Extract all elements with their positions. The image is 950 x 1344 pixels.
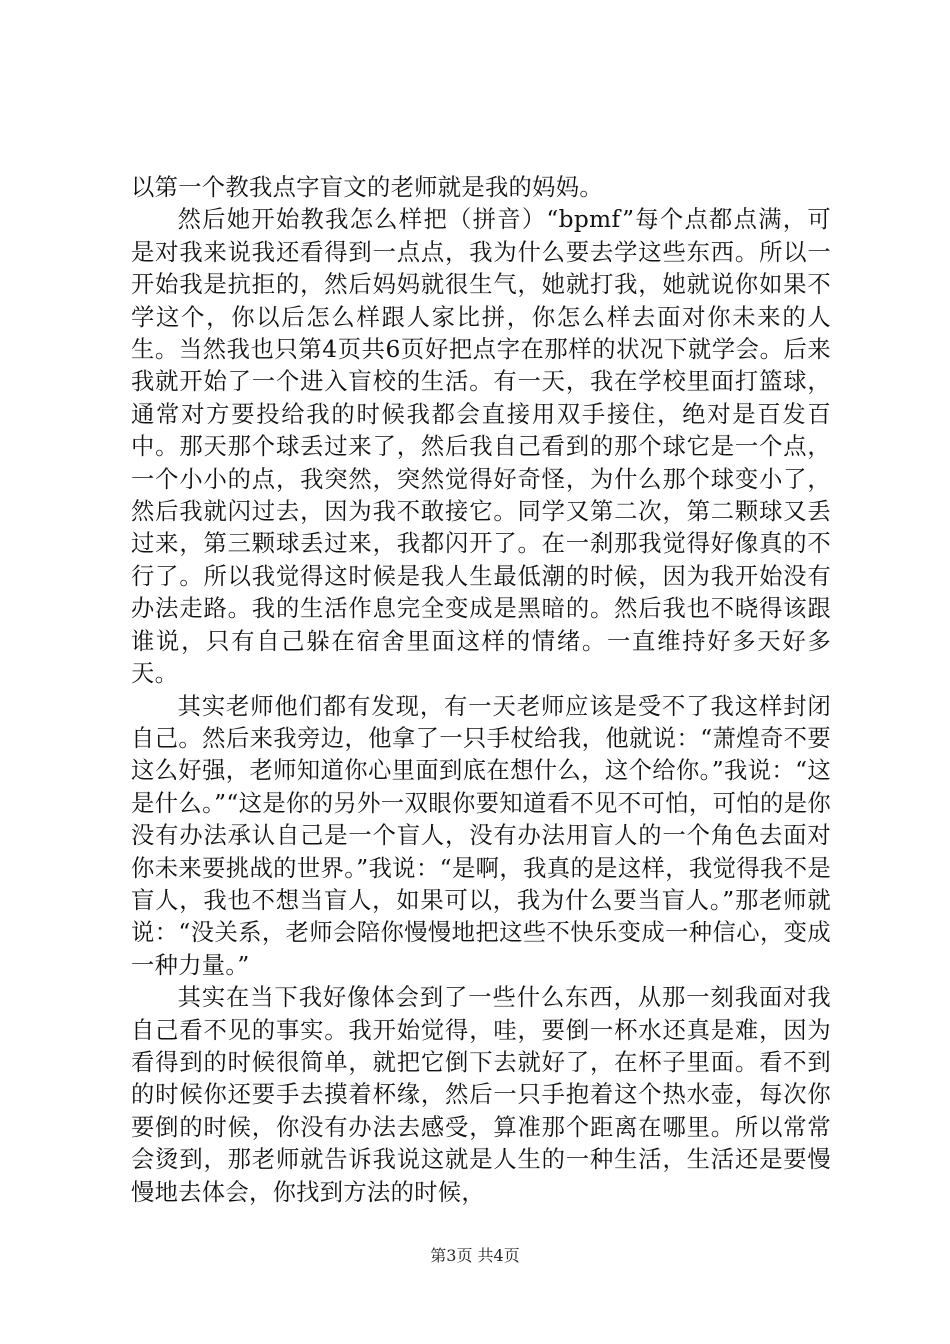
page-number-label: 第3页 共4页 (430, 1246, 520, 1265)
paragraph-2: 然后她开始教我怎么样把（拼音）“bpmf”每个点都点满，可是对我来说我还看得到一点点，我为什么要去学这些东西。所以一开始我是抗拒的，然后妈妈就很生气，她就打我，她就说你如果不学这个，你以后怎么样跟人家比拼，你怎么样去面对你未来的人生。当然我也只第4页共6页好把点字在那样的状况下就学会。后来我就开始了一个进入盲校的生活。有一天，我在学校里面打篮球，通常对方要投给我的时候我都会直接用双手接住，绝对是百发百中。那天那个球丢过来了，然后我自己看到的那个球它是一个点，一个小小的点，我突然，突然觉得好奇怪，为什么那个球变小了，然后我就闪过去，因为我不敢接它。同学又第二次，第二颗球又丢过来，第三颗球丢过来，我都闪开了。在一刹那我觉得好像真的不行了。所以我觉得这时候是我人生最低潮的时候，因为我开始没有办法走路。我的生活作息完全变成是黑暗的。然后我也不晓得该跟谁说，只有自己躲在宿舍里面这样的情绪。一直维持好多天好多天。 (131, 206, 831, 688)
paragraph-1: 以第一个教我点字盲文的老师就是我的妈妈。 (131, 174, 603, 201)
page-footer (0, 1246, 950, 1266)
paragraph-3: 其实老师他们都有发现，有一天老师应该是受不了我这样封闭自己。然后来我旁边，他拿了一只手杖给我，他就说：“萧煌奇不要这么好强，老师知道你心里面到底在想什么，这个给你。”我说：“这是什么。”“这是你的另外一双眼你要知道看不见不可怕，可怕的是你没有办法承认自己是一个盲人，没有办法用盲人的一个角色去面对你未来要挑战的世界。”我说：“是啊，我真的是这样，我觉得我不是盲人，我也不想当盲人，如果可以，我为什么要当盲人。”那老师就说：“没关系，老师会陪你慢慢地把这些不快乐变成一种信心，变成一种力量。” (131, 692, 831, 979)
paragraph-4: 其实在当下我好像体会到了一些什么东西，从那一刻我面对我自己看不见的事实。我开始觉得，哇，要倒一杯水还真是难，因为看得到的时候很简单，就把它倒下去就好了，在杯子里面。看不到的时候你还要手去摸着杯缘，然后一只手抱着这个热水壶，每次你要倒的时候，你没有办法去感受，算准那个距离在哪里。所以常常会烫到，那老师就告诉我说这就是人生的一种生活，生活还是要慢慢地去体会，你找到方法的时候， (131, 984, 831, 1206)
body-text (131, 172, 831, 1209)
